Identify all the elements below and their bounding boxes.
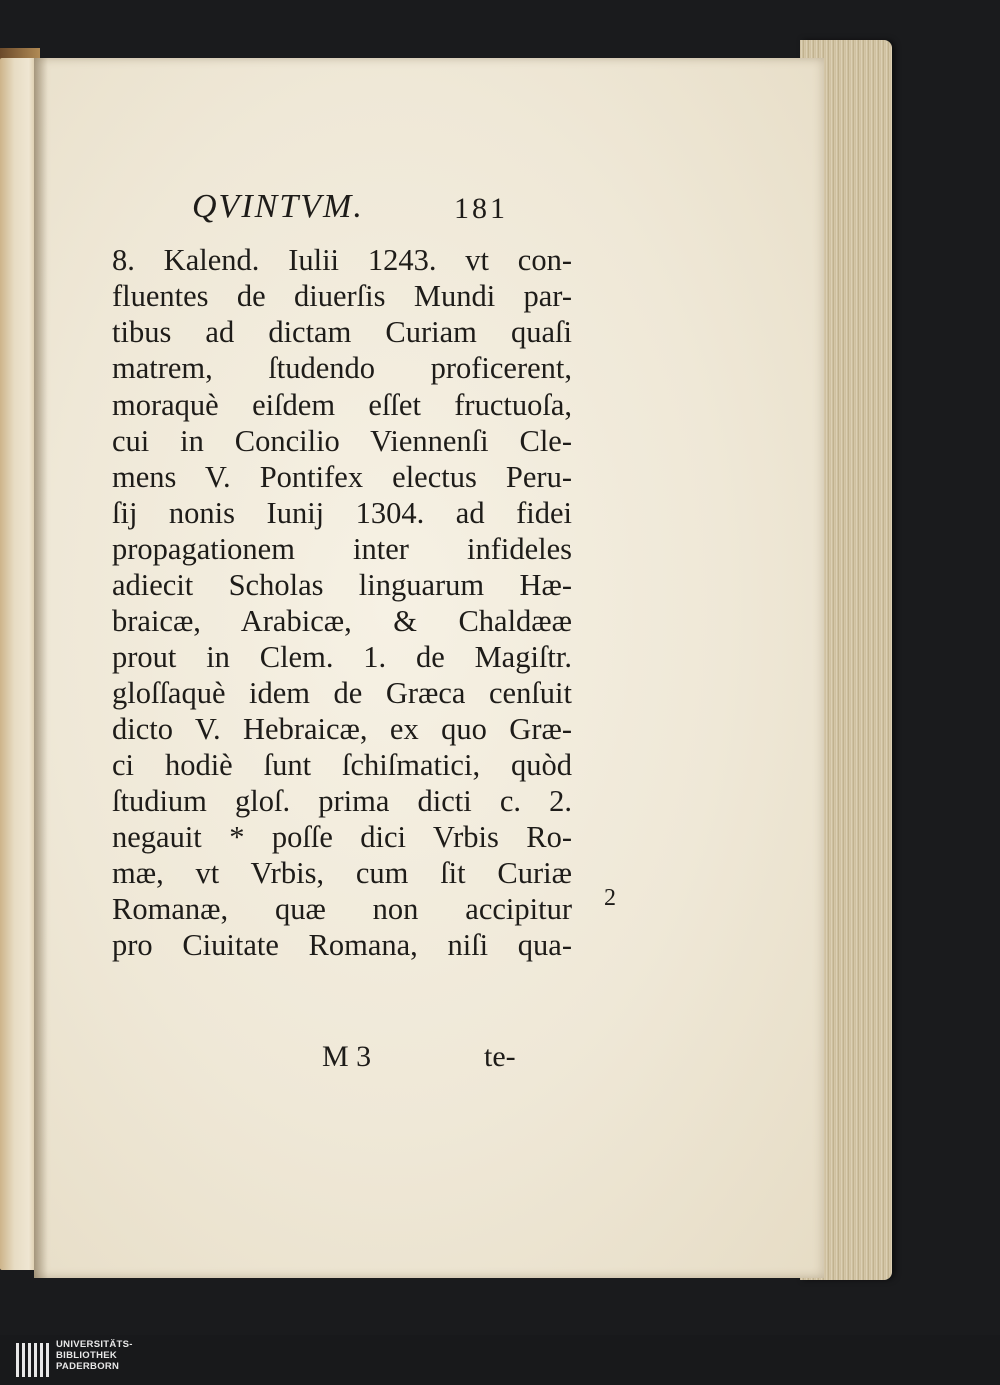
library-name bbox=[56, 1339, 133, 1372]
text-line: matrem, ſtudendo proficerent, bbox=[112, 351, 572, 385]
text-line: tibus ad dictam Curiam quaſi bbox=[112, 315, 572, 349]
text-line: prout in Clem. 1. de Magiſtr. bbox=[112, 640, 572, 674]
footer-bar bbox=[0, 1335, 1000, 1385]
running-head: QVINTVM. bbox=[192, 188, 364, 225]
library-name-line: UNIVERSITÄTS- bbox=[56, 1339, 133, 1350]
text-line: fluentes de diuerſis Mundi par- bbox=[112, 279, 572, 313]
text-line: pro Ciuitate Romana, niſi qua- bbox=[112, 928, 572, 962]
text-line: mæ, vt Vrbis, cum ſit Curiæ bbox=[112, 856, 572, 890]
text-line: negauit * poſſe dici Vrbis Ro- bbox=[112, 820, 572, 854]
margin-note: 2 bbox=[604, 885, 616, 911]
catchword: te- bbox=[484, 1040, 516, 1073]
gutter-shadow bbox=[34, 58, 48, 1278]
text-line: mens V. Pontifex electus Peru- bbox=[112, 460, 572, 494]
facing-page-edge bbox=[0, 58, 36, 1270]
text-line: ſij nonis Iunij 1304. ad fidei bbox=[112, 496, 572, 530]
library-logo-icon bbox=[14, 1341, 54, 1379]
text-line: adiecit Scholas linguarum Hæ- bbox=[112, 568, 572, 602]
text-line: braicæ, Arabicæ, & Chaldææ bbox=[112, 604, 572, 638]
page-number: 181 bbox=[454, 192, 508, 225]
text-line: cui in Concilio Viennenſi Cle- bbox=[112, 424, 572, 458]
text-line: ci hodiè ſunt ſchiſmatici, quòd bbox=[112, 748, 572, 782]
library-name-line: PADERBORN bbox=[56, 1361, 120, 1372]
text-line: 8. Kalend. Iulii 1243. vt con- bbox=[112, 243, 572, 277]
text-line: moraquè eiſdem eſſet fructuoſa, bbox=[112, 388, 572, 422]
signature-mark: M 3 bbox=[322, 1040, 372, 1073]
text-line: gloſſaquè idem de Græca cenſuit bbox=[112, 676, 572, 710]
text-line: Romanæ, quæ non accipitur bbox=[112, 892, 572, 926]
text-line: propagationem inter infideles bbox=[112, 532, 572, 566]
text-line: dicto V. Hebraicæ, ex quo Græ- bbox=[112, 712, 572, 746]
library-name-line: BIBLIOTHEK bbox=[56, 1350, 118, 1361]
text-line: ſtudium gloſ. prima dicti c. 2. bbox=[112, 784, 572, 818]
